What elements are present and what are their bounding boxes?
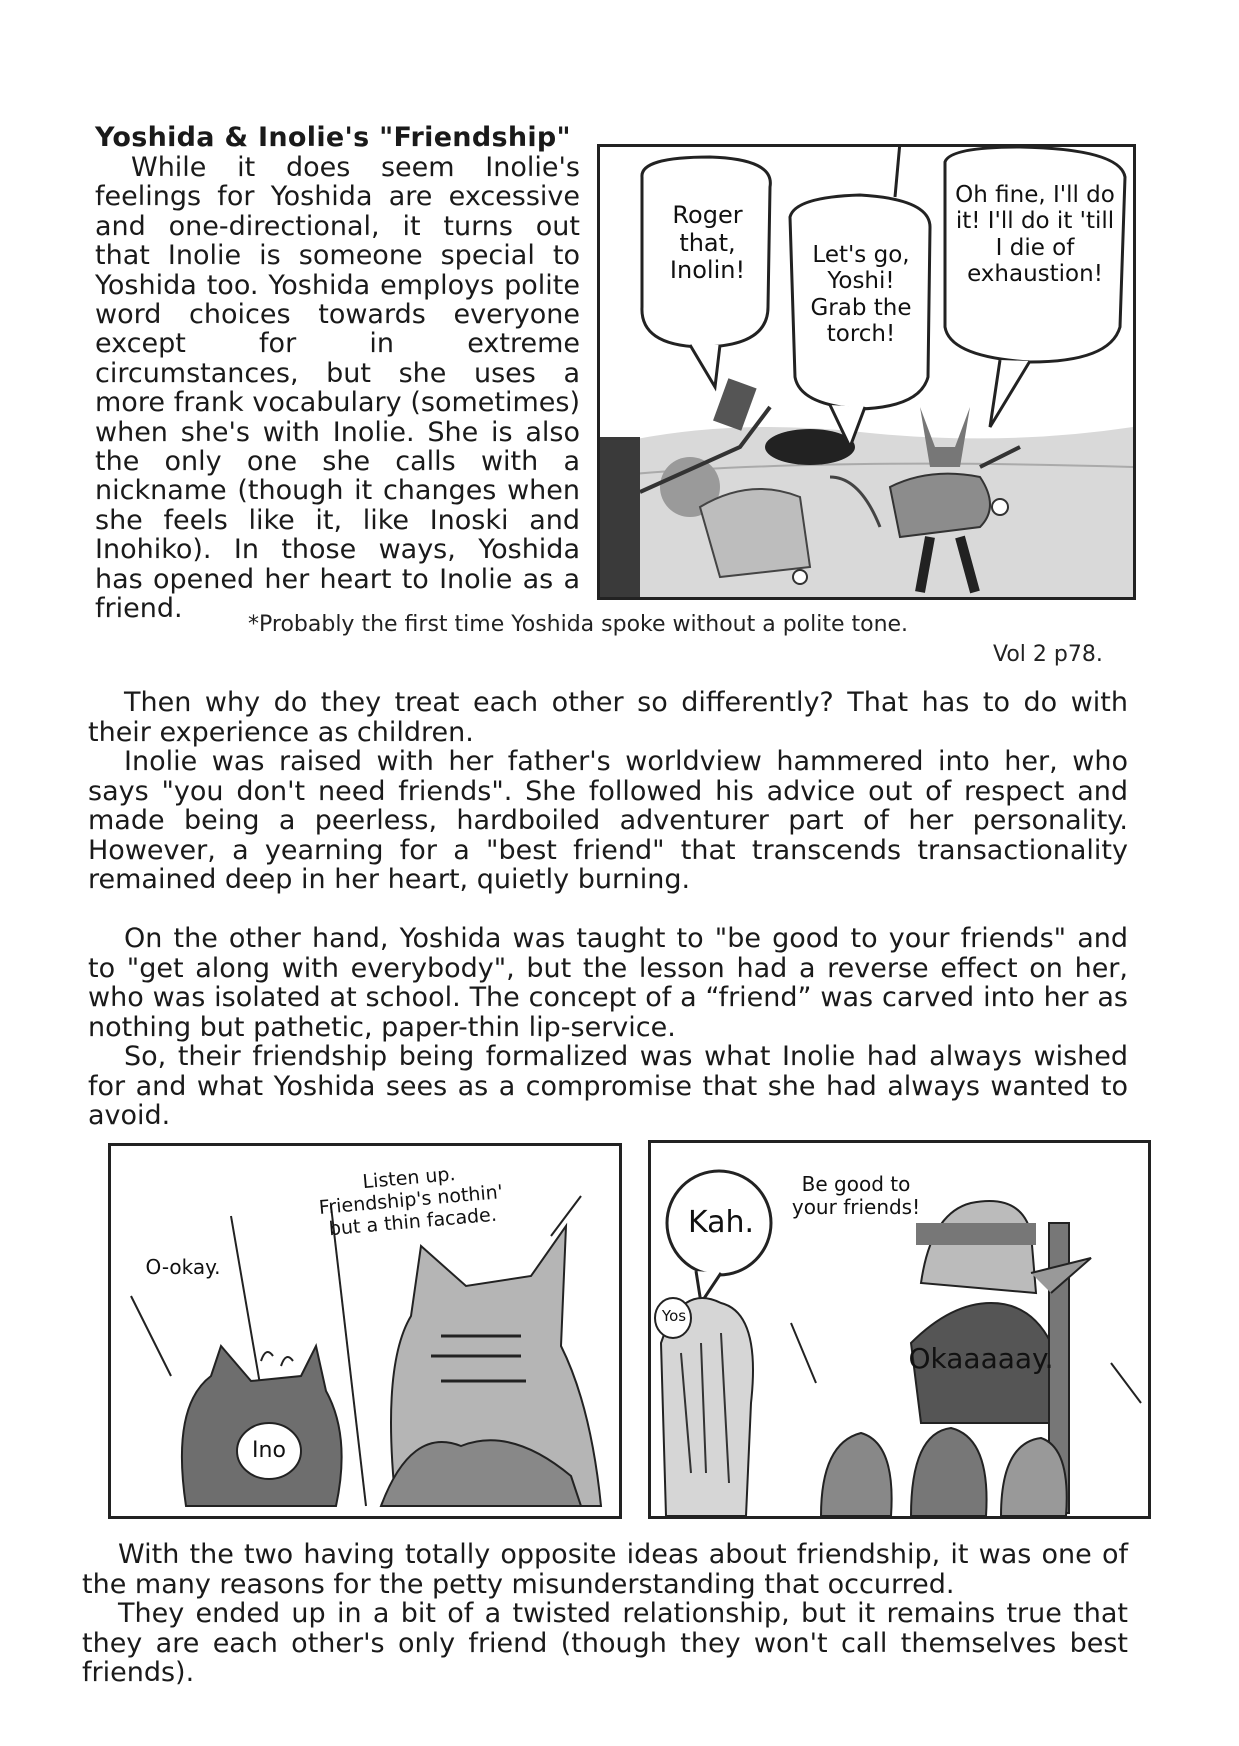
- body-paragraph-6: [82, 1599, 1128, 1688]
- sidebar-paragraph: [95, 153, 580, 624]
- body-paragraph-5: [82, 1540, 1128, 1599]
- body-paragraph-2: [88, 747, 1128, 895]
- bubble-roger: Roger that, Inolin!: [669, 201, 746, 285]
- body-paragraph-4: [88, 1042, 1128, 1131]
- body-paragraph-3-text: On the other hand, Yoshida was taught to "be good to your friends" and to "get along with everybody", but the lesson had a reverse effect on her, who was isolated at school. The concept of a “friend” was carved into her as nothing but pathetic, paper-thin lip-service.: [88, 923, 1128, 1043]
- label-ino: Ino: [252, 1438, 286, 1463]
- body-paragraph-2-text: Inolie was raised with her father's worldview hammered into her, who says "you don't need friends". She followed his advice out of respect and made being a peerless, hardboiled adventurer part of her personality. However, a yearning for a "best friend" that transcends transactionality remained deep in her heart, quietly burning.: [88, 746, 1128, 895]
- sidebar-paragraph-text: While it does seem Inolie's feelings for Yoshida are excessive and one-directional, it turns out that Inolie is someone special to Yoshida too. Yoshida employs polite word choices towards everyone except for in extreme circumstances, but she uses a more frank vocabulary (sometimes) when she's with Inolie. She is also the only one she calls with a nickname (though it changes when she feels like it, like Inoski and Inohiko). In those ways, Yoshida has opened her heart to Inolie as a friend.: [95, 152, 580, 625]
- body-paragraph-6-text: They ended up in a bit of a twisted relationship, but it remains true that they are each other's only friend (though they won't call themselves best friends).: [82, 1598, 1128, 1688]
- speech-be-good: Be good to your friends!: [791, 1172, 921, 1219]
- body-paragraph-5-text: With the two having totally opposite ideas about friendship, it was one of the many reasons for the petty misunderstanding that occurred.: [82, 1539, 1128, 1600]
- body-paragraph-1: [88, 688, 1128, 747]
- body-paragraph-4-text: So, their friendship being formalized was what Inolie had always wished for and what Yoshida sees as a compromise that she had always wanted to avoid.: [88, 1041, 1128, 1131]
- footnote-line1: *Probably the first time Yoshida spoke without a polite tone.: [248, 612, 909, 637]
- panel-edge-bar: [600, 437, 640, 597]
- speech-kah: Kah.: [687, 1205, 755, 1240]
- top-manga-panel: [597, 144, 1136, 600]
- bottom-right-manga-panel: [648, 1140, 1151, 1519]
- sidebar-title: Yoshida & Inolie's "Friendship": [95, 122, 571, 153]
- body-paragraph-1-text: Then why do they treat each other so differently? That has to do with their experience as children.: [88, 687, 1128, 748]
- bubble-lets-go: Let's go, Yoshi! Grab the torch!: [810, 242, 912, 348]
- bubble-oh-fine: Oh fine, I'll do it! I'll do it 'till I die of exhaustion!: [955, 182, 1115, 288]
- footnote-line2: Vol 2 p78.: [993, 642, 1103, 667]
- body-paragraph-3: [88, 924, 1128, 1042]
- label-yos: Yos: [661, 1307, 687, 1325]
- speech-listen-up: Listen up. Friendship's nothin' but a thin facade.: [318, 1163, 504, 1240]
- bottom-left-manga-panel: [108, 1143, 622, 1519]
- speech-okaaay: Okaaaaay.: [908, 1342, 1054, 1375]
- speech-okay: O-okay.: [145, 1255, 221, 1279]
